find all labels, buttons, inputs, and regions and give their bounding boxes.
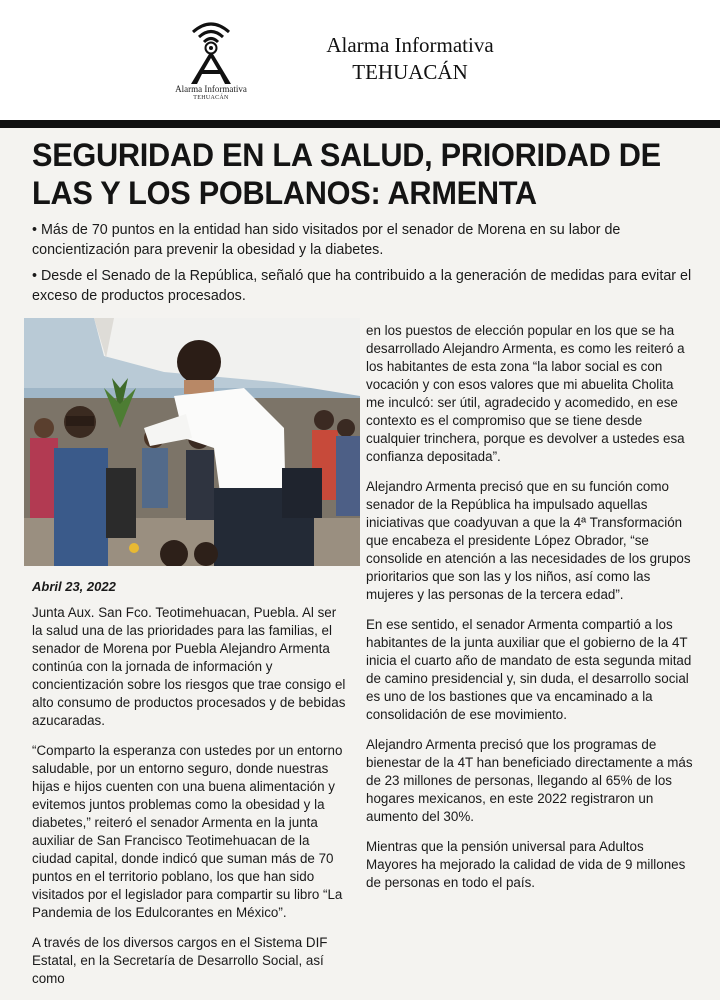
paragraph: Alejandro Armenta precisó que en su función como senador de la República ha impulsado aquellas iniciativas que coadyuvan a que la 4ª Transformación que encabeza el presidente López Obrador, “se consolide en atención a las necesidades de los grupos prioritarios que son las y los niños, así como las mujeres y las personas de la tercera edad”. (366, 479, 691, 602)
header-divider (0, 120, 720, 128)
paragraph: Alejandro Armenta precisó que los programas de bienestar de la 4T han beneficiado directamente a más de 23 millones de personas, llegando al 65% de los hogares mexicanos, en este 2022 registraron un aumento del 30%. (366, 737, 693, 824)
brand-name (290, 32, 530, 86)
radio-tower-icon (168, 18, 254, 84)
masthead (0, 0, 720, 120)
paragraph: En ese sentido, el senador Armenta compartió a los habitantes de la junta auxiliar que el gobierno de la 4T inicia el cuarto año de mandato de esta segunda mitad de camino presidencial y, sin duda, el desarrollo social es uno de los bastiones que va encaminado a la consolidación de ese movimiento. (366, 617, 692, 722)
bullet-2: • Desde el Senado de la República, señaló que ha contribuido a la generación de medidas para evitar el exceso de productos procesados. (32, 268, 692, 304)
brand-line2: TEHUACÁN (352, 60, 468, 84)
headline: SEGURIDAD EN LA SALUD, PRIORIDAD DE LAS Y LOS POBLANOS: ARMENTA (32, 137, 661, 211)
logo-line1: Alarma Informativa (175, 84, 247, 94)
paragraph: “Comparto la esperanza con ustedes por un entorno saludable, por un entorno seguro, donde nuestras hijas e hijos cuenten con una buena alimentación y evitemos juntos problemas como la obesidad y la diabetes,” reiteró el senador Armenta en la junta auxiliar de San Francisco Teotimehuacan de la ciudad capital, donde indicó que suman más de 70 puntos en el territorio poblano, los que han sido visitados por el legislador para compartir su libro “La Pandemia de los Edulcorantes en México”. (32, 743, 343, 920)
article-photo (24, 318, 360, 566)
brand-line1: Alarma Informativa (326, 33, 494, 57)
logo (168, 18, 254, 114)
paragraph: Junta Aux. San Fco. Teotimehuacan, Puebla. Al ser la salud una de las prioridades para las familias, el senador de Morena por Puebla Alejandro Armenta continúa con la jornada de información y concientización sobre los riesgos que trae consigo el alto consumo de productos procesados y de bebidas azucaradas. (32, 605, 346, 728)
paragraph: A través de los diversos cargos en el Sistema DIF Estatal, en la Secretaría de Desarrollo Social, así como (32, 935, 328, 986)
logo-line2: TEHUACÁN (193, 95, 229, 101)
article-date: Abril 23, 2022 (32, 579, 116, 594)
paragraph: Mientras que la pensión universal para Adultos Mayores ha mejorado la calidad de vida de 9 millones de personas en todo el país. (366, 839, 686, 890)
bullet-1: • Más de 70 puntos en la entidad han sido visitados por el senador de Morena en su labor de concientización para prevenir la obesidad y la diabetes. (32, 222, 621, 258)
left-column (32, 604, 350, 1000)
paragraph: en los puestos de elección popular en los que se ha desarrollado Alejandro Armenta, es como les reiteró a los habitantes de esta zona “la labor social es con vocación y con esos valores que mi abuelita Cholita me inculcó: ser útil, agradecido y acomedido, en ese contexto es el compromiso que se tiene desde cualquier trinchera, porque es devolver a ustedes esa confianza depositada”. (366, 323, 685, 464)
right-column (366, 322, 694, 904)
